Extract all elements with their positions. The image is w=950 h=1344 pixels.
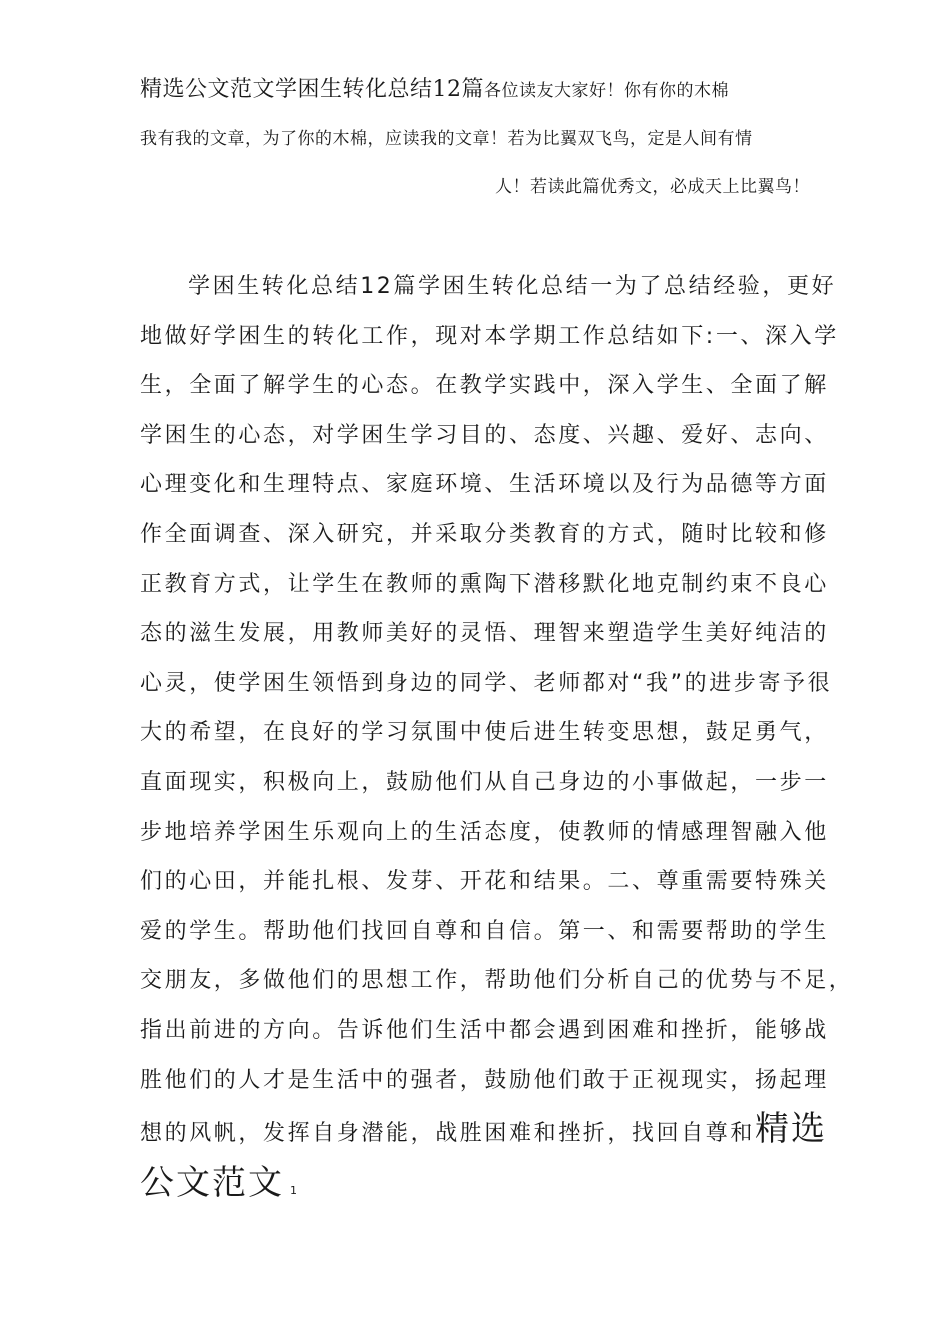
body-line-17: 胜他们的人才是生活中的强者，鼓励他们敢于正视现实，扬起理 [140,1067,829,1093]
body-line-18 [140,1105,830,1159]
body-line-13: 们的心田，并能扎根、发芽、开花和结果。二、尊重需要特殊关 [140,869,829,895]
body-line-14: 爱的学生。帮助他们找回自尊和自信。第一、和需要帮助的学生 [140,918,829,944]
body-line-7: 正教育方式，让学生在教师的熏陶下潜移默化地克制约束不良心 [140,571,829,597]
footer-watermark-2: 公文范文 [140,1162,284,1203]
footer-line [140,1159,830,1216]
body-line-16: 指出前进的方向。告诉他们生活中都会遇到困难和挫折，能够战 [140,1017,829,1043]
greeting-text-1: 各位读友大家好！你有你的木棉 [484,81,729,101]
greeting-text-3: 人！若读此篇优秀文，必成天上比翼鸟！ [495,177,810,197]
body-line-9: 心灵，使学困生领悟到身边的同学、老师都对“我”的进步寄予很 [140,670,833,696]
body-line-2: 地做好学困生的转化工作，现对本学期工作总结如下:一、深入学 [140,323,839,349]
body-line-6: 作全面调查、深入研究，并采取分类教育的方式，随时比较和修 [140,521,829,547]
header-line-1 [140,66,820,115]
greeting-text-2: 我有我的文章，为了你的木棉，应读我的文章！若为比翼双飞鸟，定是人间有情 [140,129,753,149]
body-line-4: 学困生的心态，对学困生学习目的、态度、兴趣、爱好、志向、 [140,422,829,448]
page-number: 1 [290,1183,300,1197]
body-last-line-text: 想的风帆，发挥自身潜能，战胜困难和挫折，找回自尊和 [140,1121,756,1147]
body-line-5: 心理变化和生理特点、家庭环境、生活环境以及行为品德等方面 [140,472,829,498]
body-line-10: 大的希望，在良好的学习氛围中使后进生转变思想，鼓足勇气， [140,720,829,746]
body-line-1: 学困生转化总结12篇学困生转化总结一为了总结经验，更好 [188,274,837,299]
body-line-3: 生，全面了解学生的心态。在教学实践中，深入学生、全面了解 [140,373,829,399]
body-line-15: 交朋友，多做他们的思想工作，帮助他们分析自己的优势与不足， [140,968,854,994]
document-header [140,66,820,211]
document-title: 精选公文范文学困生转化总结12篇 [140,77,484,102]
body-line-8: 态的滋生发展，用教师美好的灵悟、理智来塑造学生美好纯洁的 [140,621,829,647]
document-body [140,262,854,1215]
footer-watermark-1: 精选 [755,1109,828,1150]
body-line-12: 步地培养学困生乐观向上的生活态度，使教师的情感理智融入他 [140,819,829,845]
body-line-11: 直面现实，积极向上，鼓励他们从自己身边的小事做起，一步一 [140,769,829,795]
